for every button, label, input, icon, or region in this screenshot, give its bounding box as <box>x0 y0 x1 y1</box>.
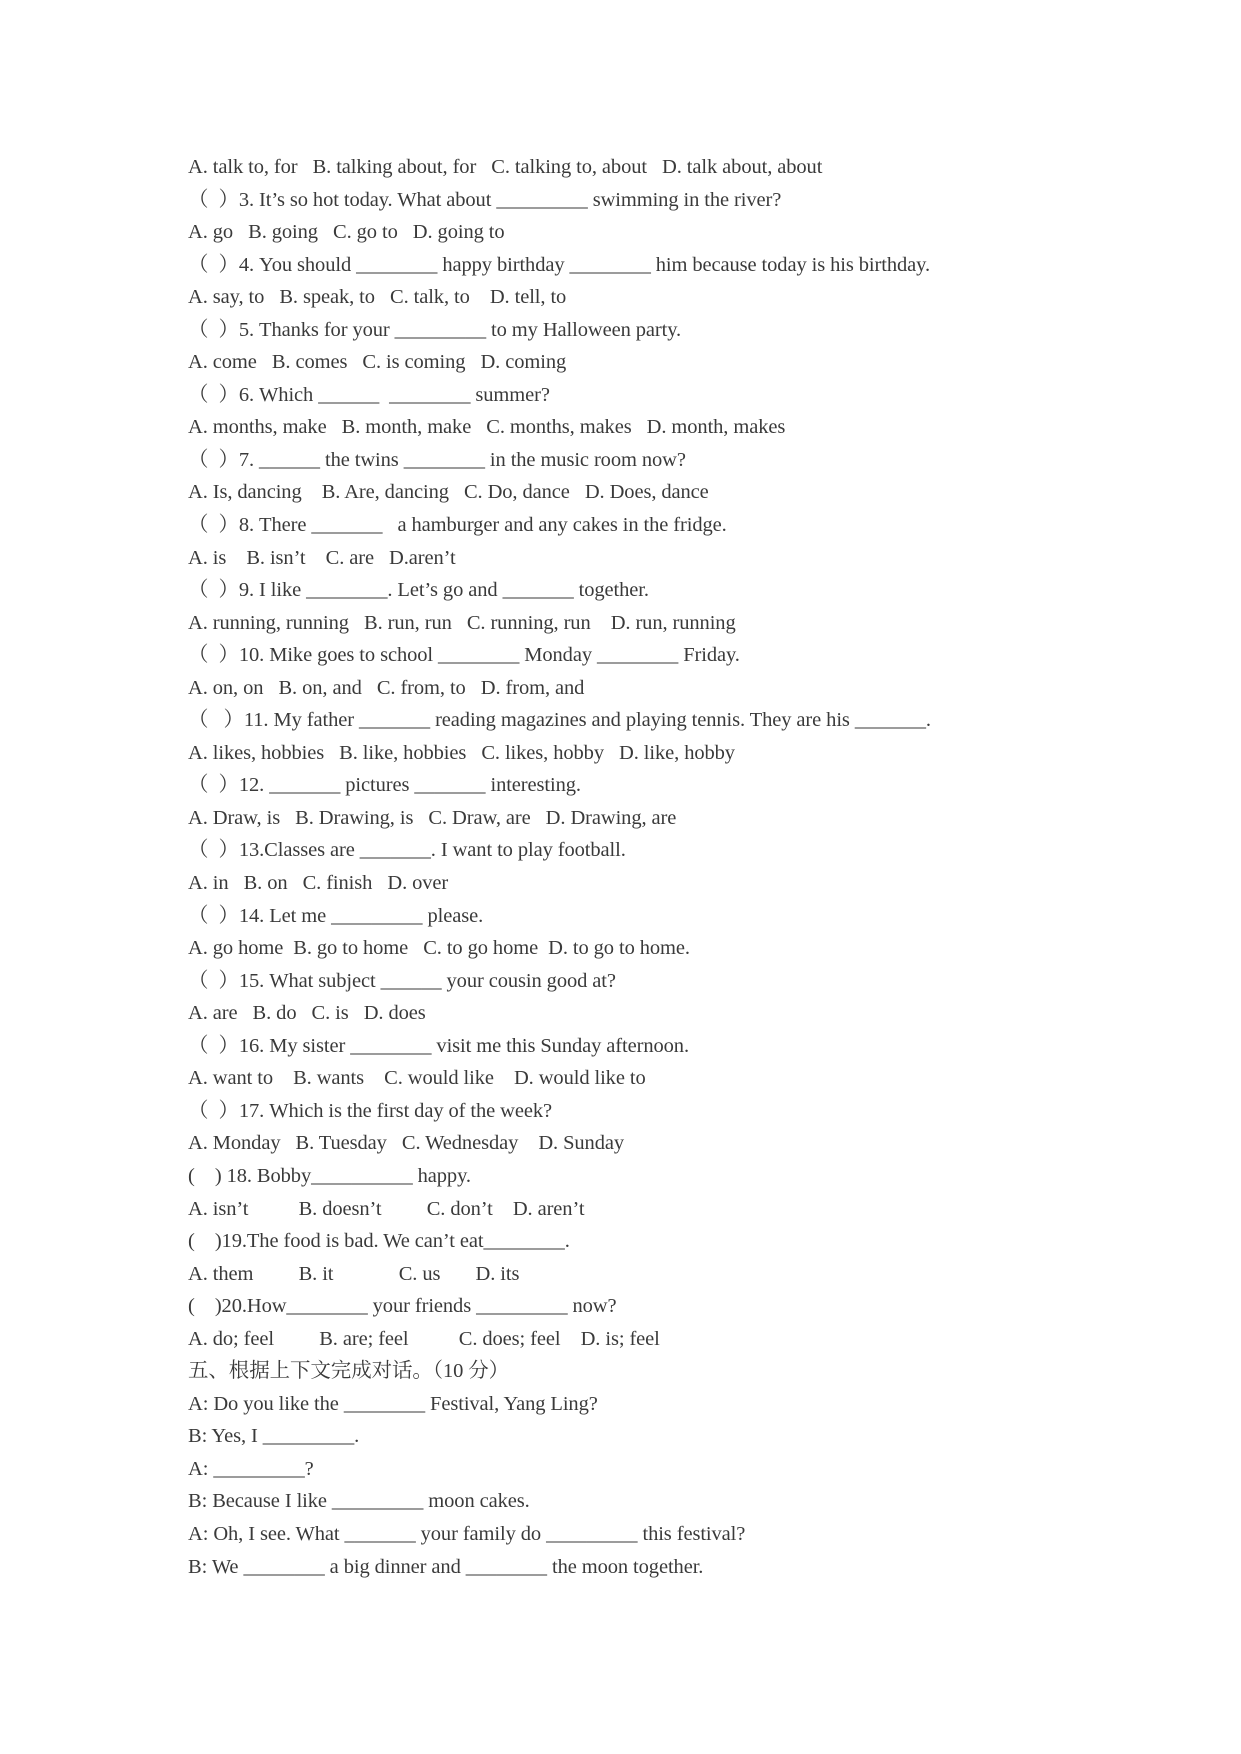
answer-options: A. come B. comes C. is coming D. coming <box>188 351 567 374</box>
dialog-line: A: Do you like the ________ Festival, Yang Ling? <box>188 1392 598 1415</box>
answer-options: A. on, on B. on, and C. from, to D. from, and <box>188 676 585 699</box>
dialog-line: A: Oh, I see. What _______ your family do _________ this festival? <box>188 1522 746 1545</box>
question-line: （ ）14. Let me _________ please. <box>188 904 484 927</box>
answer-options: A. running, running B. run, run C. running, run D. run, running <box>188 611 736 634</box>
answer-options: A. isn’t B. doesn’t C. don’t D. aren’t <box>188 1197 585 1220</box>
worksheet-page <box>188 151 1188 1583</box>
question-line: （ ）6. Which ______ ________ summer? <box>188 383 550 406</box>
question-line: （ ）11. My father _______ reading magazines and playing tennis. They are his _______. <box>188 709 931 732</box>
question-line: （ ）5. Thanks for your _________ to my Halloween party. <box>188 318 682 341</box>
question-line: （ ）15. What subject ______ your cousin good at? <box>188 969 616 992</box>
answer-options: A. likes, hobbies B. like, hobbies C. likes, hobby D. like, hobby <box>188 741 735 764</box>
answer-options: A. Draw, is B. Drawing, is C. Draw, are D. Drawing, are <box>188 806 677 829</box>
answer-options: A. are B. do C. is D. does <box>188 1002 426 1025</box>
question-line: （ ）12. _______ pictures _______ interesting. <box>188 774 581 797</box>
question-line: （ ）13.Classes are _______. I want to play football. <box>188 839 626 862</box>
question-line: （ ）3. It’s so hot today. What about _________ swimming in the river? <box>188 188 782 211</box>
question-line: ( )19.The food is bad. We can’t eat________. <box>188 1230 570 1253</box>
question-line: （ ）10. Mike goes to school ________ Monday ________ Friday. <box>188 644 740 667</box>
answer-options: A. in B. on C. finish D. over <box>188 872 449 895</box>
section-heading: 五、根据上下文完成对话。（10 分） <box>188 1360 510 1383</box>
dialog-line: B: Yes, I _________. <box>188 1425 360 1448</box>
answer-options: A. them B. it C. us D. its <box>188 1262 520 1285</box>
answer-options: A. is B. isn’t C. are D.aren’t <box>188 546 456 569</box>
question-line: （ ）4. You should ________ happy birthday ________ him because today is his birthday. <box>188 253 930 276</box>
answer-options: A. months, make B. month, make C. months, makes D. month, makes <box>188 416 786 439</box>
dialog-line: B: We ________ a big dinner and ________ the moon together. <box>188 1555 704 1578</box>
answer-options: A. talk to, for B. talking about, for C. talking to, about D. talk about, about <box>188 156 823 178</box>
question-line: ( )20.How________ your friends _________ now? <box>188 1295 617 1318</box>
answer-options: A. say, to B. speak, to C. talk, to D. tell, to <box>188 286 567 309</box>
question-line: （ ）16. My sister ________ visit me this Sunday afternoon. <box>188 1034 689 1057</box>
question-line: （ ）7. ______ the twins ________ in the music room now? <box>188 448 686 471</box>
answer-options: A. go B. going C. go to D. going to <box>188 221 505 244</box>
question-line: （ ）9. I like ________. Let’s go and _______ together. <box>188 579 649 602</box>
dialog-line: B: Because I like _________ moon cakes. <box>188 1490 530 1513</box>
question-line: （ ）8. There _______ a hamburger and any cakes in the fridge. <box>188 514 727 537</box>
answer-options: A. Monday B. Tuesday C. Wednesday D. Sunday <box>188 1132 625 1155</box>
dialog-line: A: _________? <box>188 1457 314 1480</box>
answer-options: A. do; feel B. are; feel C. does; feel D. is; feel <box>188 1327 660 1350</box>
answer-options: A. want to B. wants C. would like D. would like to <box>188 1067 646 1090</box>
question-line: （ ）17. Which is the first day of the week? <box>188 1099 553 1122</box>
question-line: ( ) 18. Bobby__________ happy. <box>188 1164 471 1187</box>
answer-options: A. Is, dancing B. Are, dancing C. Do, dance D. Does, dance <box>188 481 709 504</box>
answer-options: A. go home B. go to home C. to go home D. to go to home. <box>188 937 690 960</box>
